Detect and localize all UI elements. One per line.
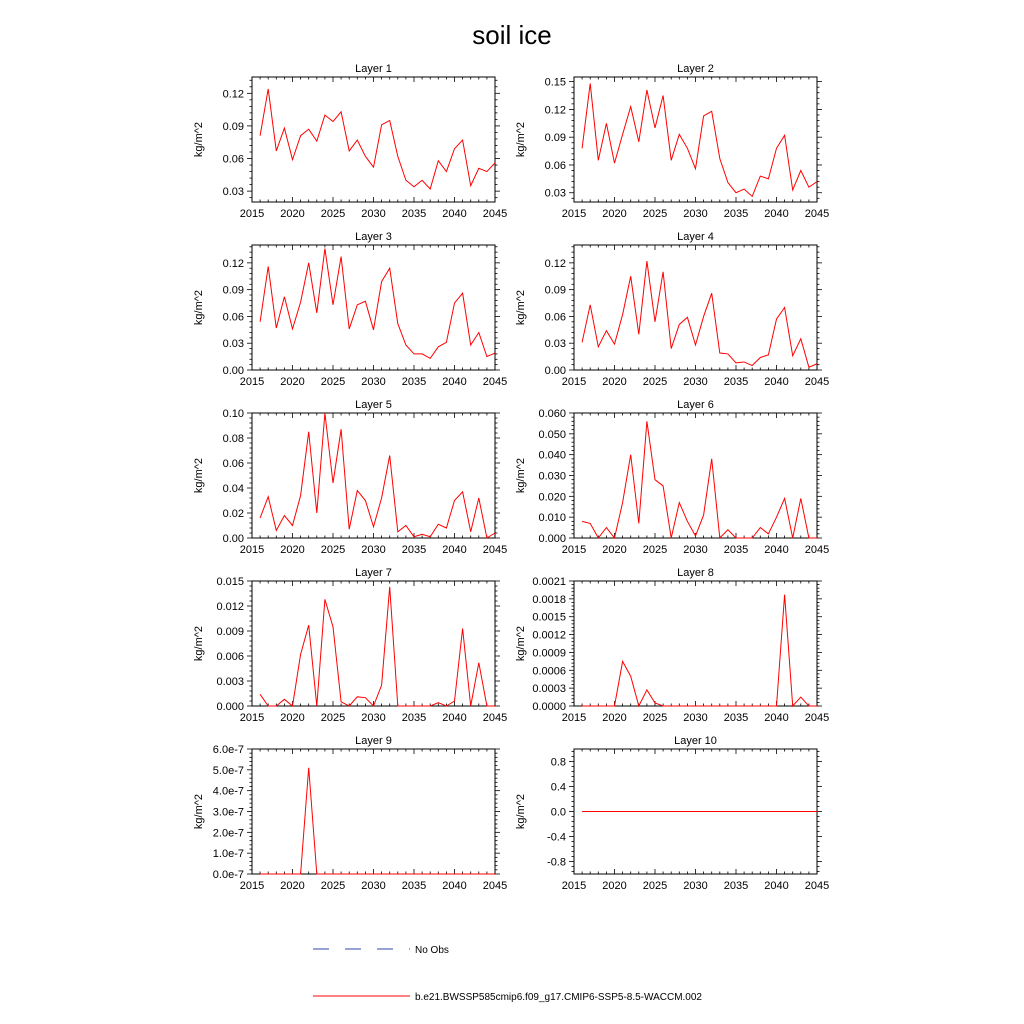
y-tick-label: 0.08 bbox=[222, 433, 244, 445]
x-tick-label: 2025 bbox=[642, 208, 668, 220]
x-tick-label: 2035 bbox=[401, 208, 427, 220]
x-tick-label: 2030 bbox=[361, 376, 386, 388]
y-tick-label: 0.012 bbox=[216, 601, 244, 613]
y-tick-label: 0.09 bbox=[544, 132, 566, 145]
x-tick-label: 2025 bbox=[320, 208, 346, 220]
y-axis-label: kg/m^2 bbox=[515, 457, 527, 494]
x-tick-label: 2020 bbox=[280, 544, 305, 556]
x-tick-label: 2035 bbox=[401, 712, 427, 724]
y-tick-label: -0.4 bbox=[547, 831, 566, 844]
y-tick-label: 0.15 bbox=[544, 76, 566, 89]
x-tick-label: 2040 bbox=[764, 376, 789, 388]
y-tick-label: 0.0012 bbox=[532, 629, 566, 642]
y-tick-label: 0.10 bbox=[222, 408, 244, 420]
x-tick-label: 2040 bbox=[442, 376, 467, 388]
y-tick-label: 0.06 bbox=[222, 153, 244, 166]
series-line bbox=[582, 261, 817, 367]
y-tick-label: 0.4 bbox=[550, 781, 566, 794]
y-tick-label: 0.0 bbox=[550, 806, 566, 819]
x-tick-label: 2040 bbox=[764, 544, 789, 556]
panel-2 bbox=[515, 63, 829, 220]
x-tick-label: 2015 bbox=[239, 712, 265, 724]
panel-title: Layer 5 bbox=[355, 399, 392, 411]
y-tick-label: 0.06 bbox=[222, 311, 244, 324]
y-tick-label: 0.0e-7 bbox=[212, 869, 244, 881]
y-tick-label: 0.0009 bbox=[532, 647, 566, 660]
x-tick-label: 2015 bbox=[239, 880, 265, 892]
x-tick-label: 2045 bbox=[482, 712, 508, 724]
y-tick-label: 0.000 bbox=[538, 533, 566, 545]
x-tick-label: 2045 bbox=[804, 712, 830, 724]
panel-3 bbox=[193, 231, 507, 388]
y-axis-label: kg/m^2 bbox=[193, 793, 205, 830]
y-tick-label: 0.12 bbox=[544, 104, 566, 117]
x-tick-label: 2020 bbox=[602, 208, 627, 220]
y-tick-label: 0.00 bbox=[544, 365, 566, 377]
x-tick-label: 2035 bbox=[401, 544, 427, 556]
x-tick-label: 2035 bbox=[401, 880, 427, 892]
plot-frame bbox=[252, 581, 495, 706]
x-tick-label: 2030 bbox=[683, 208, 708, 220]
y-tick-label: 0.09 bbox=[222, 120, 244, 133]
y-axis-label: kg/m^2 bbox=[193, 457, 205, 494]
series-line bbox=[260, 249, 495, 359]
x-tick-label: 2030 bbox=[683, 712, 708, 724]
y-tick-label: 0.0000 bbox=[532, 701, 566, 713]
x-tick-label: 2020 bbox=[280, 376, 305, 388]
panel-title: Layer 6 bbox=[677, 399, 714, 411]
x-tick-label: 2030 bbox=[683, 880, 708, 892]
panel-10 bbox=[515, 735, 829, 892]
y-tick-label: 1.0e-7 bbox=[212, 848, 244, 861]
panel-9 bbox=[193, 735, 507, 892]
y-tick-label: 0.03 bbox=[222, 186, 244, 199]
series-line bbox=[260, 768, 495, 874]
x-tick-label: 2015 bbox=[561, 376, 587, 388]
x-tick-label: 2035 bbox=[401, 376, 427, 388]
x-tick-label: 2040 bbox=[442, 544, 467, 556]
plot-frame bbox=[252, 245, 495, 370]
panel-title: Layer 1 bbox=[355, 63, 392, 75]
x-tick-label: 2020 bbox=[602, 880, 627, 892]
y-tick-label: 6.0e-7 bbox=[212, 744, 244, 756]
plot-frame bbox=[574, 413, 817, 538]
x-tick-label: 2045 bbox=[804, 376, 830, 388]
x-tick-label: 2030 bbox=[361, 880, 386, 892]
plot-frame bbox=[252, 413, 495, 538]
x-tick-label: 2020 bbox=[602, 712, 627, 724]
y-tick-label: 0.06 bbox=[544, 311, 566, 324]
x-tick-label: 2015 bbox=[561, 544, 587, 556]
x-tick-label: 2020 bbox=[602, 544, 627, 556]
y-axis-label: kg/m^2 bbox=[193, 121, 205, 158]
x-tick-label: 2020 bbox=[602, 376, 627, 388]
x-tick-label: 2045 bbox=[804, 880, 830, 892]
x-tick-label: 2040 bbox=[442, 712, 467, 724]
x-tick-label: 2015 bbox=[561, 208, 587, 220]
x-tick-label: 2030 bbox=[361, 544, 386, 556]
x-tick-label: 2035 bbox=[723, 544, 749, 556]
y-tick-label: 3.0e-7 bbox=[212, 806, 244, 819]
y-tick-label: 0.0006 bbox=[532, 665, 566, 678]
legend-model-label: b.e21.BWSSP585cmip6.f09_g17.CMIP6-SSP5-8.5-WACCM.002 bbox=[415, 992, 702, 1003]
legend-no-obs-label: No Obs bbox=[415, 945, 449, 956]
y-tick-label: 0.06 bbox=[544, 159, 566, 172]
y-tick-label: 0.040 bbox=[538, 449, 566, 462]
y-axis-label: kg/m^2 bbox=[515, 289, 527, 326]
y-tick-label: 0.010 bbox=[538, 512, 566, 525]
x-tick-label: 2045 bbox=[482, 376, 508, 388]
panel-title: Layer 3 bbox=[355, 231, 392, 243]
x-tick-label: 2020 bbox=[280, 712, 305, 724]
x-tick-label: 2035 bbox=[723, 376, 749, 388]
panel-title: Layer 4 bbox=[677, 231, 714, 243]
panel-title: Layer 7 bbox=[355, 567, 392, 579]
x-tick-label: 2020 bbox=[280, 880, 305, 892]
series-line bbox=[260, 413, 495, 538]
x-tick-label: 2030 bbox=[361, 712, 386, 724]
plot-frame bbox=[574, 245, 817, 370]
series-line bbox=[260, 89, 495, 189]
panels bbox=[193, 63, 829, 892]
x-tick-label: 2025 bbox=[642, 712, 668, 724]
panel-title: Layer 9 bbox=[355, 735, 392, 747]
panel-1 bbox=[193, 63, 507, 220]
y-tick-label: 0.02 bbox=[222, 508, 244, 520]
y-tick-label: 0.009 bbox=[216, 626, 244, 638]
y-axis-label: kg/m^2 bbox=[193, 625, 205, 662]
y-tick-label: 0.09 bbox=[222, 284, 244, 297]
y-tick-label: 0.0018 bbox=[532, 593, 566, 606]
series-line bbox=[582, 595, 817, 706]
y-tick-label: 0.00 bbox=[222, 533, 244, 545]
y-tick-label: 0.06 bbox=[222, 458, 244, 470]
x-tick-label: 2025 bbox=[320, 880, 346, 892]
y-axis-label: kg/m^2 bbox=[193, 289, 205, 326]
y-tick-label: 4.0e-7 bbox=[212, 785, 244, 798]
x-tick-label: 2015 bbox=[239, 376, 265, 388]
x-tick-label: 2025 bbox=[642, 544, 668, 556]
y-tick-label: 0.0003 bbox=[532, 683, 566, 696]
panel-4 bbox=[515, 231, 829, 388]
panel-6 bbox=[515, 399, 829, 556]
x-tick-label: 2025 bbox=[320, 544, 346, 556]
panel-title: Layer 2 bbox=[677, 63, 714, 75]
y-tick-label: 0.015 bbox=[216, 576, 244, 588]
y-tick-label: 0.030 bbox=[538, 470, 566, 483]
y-tick-label: -0.8 bbox=[547, 856, 566, 869]
y-axis-label: kg/m^2 bbox=[515, 793, 527, 830]
x-tick-label: 2045 bbox=[482, 880, 508, 892]
panel-8 bbox=[515, 567, 829, 724]
plot-frame bbox=[252, 749, 495, 874]
y-axis-label: kg/m^2 bbox=[515, 121, 527, 158]
y-tick-label: 0.12 bbox=[544, 257, 566, 270]
figure-title: soil ice bbox=[472, 20, 552, 50]
y-tick-label: 0.020 bbox=[538, 491, 566, 504]
y-tick-label: 0.12 bbox=[222, 88, 244, 101]
legend bbox=[313, 945, 702, 1003]
y-tick-label: 0.03 bbox=[544, 187, 566, 200]
x-tick-label: 2040 bbox=[764, 712, 789, 724]
panel-7 bbox=[193, 567, 507, 724]
plot-frame bbox=[574, 77, 817, 202]
x-tick-label: 2045 bbox=[482, 544, 508, 556]
series-line bbox=[260, 587, 495, 706]
x-tick-label: 2015 bbox=[561, 880, 587, 892]
panel-5 bbox=[193, 399, 507, 556]
y-tick-label: 0.0015 bbox=[532, 611, 566, 624]
y-tick-label: 0.000 bbox=[216, 701, 244, 713]
x-tick-label: 2040 bbox=[442, 880, 467, 892]
y-tick-label: 0.03 bbox=[222, 338, 244, 351]
y-tick-label: 0.0021 bbox=[532, 576, 566, 588]
panel-title: Layer 8 bbox=[677, 567, 714, 579]
y-tick-label: 0.8 bbox=[550, 756, 566, 769]
x-tick-label: 2045 bbox=[482, 208, 508, 220]
x-tick-label: 2040 bbox=[442, 208, 467, 220]
x-tick-label: 2035 bbox=[723, 208, 749, 220]
x-tick-label: 2030 bbox=[683, 544, 708, 556]
x-tick-label: 2035 bbox=[723, 712, 749, 724]
x-tick-label: 2015 bbox=[239, 544, 265, 556]
y-tick-label: 5.0e-7 bbox=[212, 764, 244, 777]
y-tick-label: 0.03 bbox=[544, 338, 566, 351]
y-tick-label: 0.04 bbox=[222, 483, 244, 495]
y-tick-label: 0.050 bbox=[538, 428, 566, 441]
y-tick-label: 0.09 bbox=[544, 284, 566, 297]
y-tick-label: 0.12 bbox=[222, 257, 244, 270]
x-tick-label: 2025 bbox=[642, 880, 668, 892]
series-line bbox=[582, 421, 817, 538]
series-line bbox=[582, 83, 817, 196]
x-tick-label: 2015 bbox=[561, 712, 587, 724]
x-tick-label: 2030 bbox=[683, 376, 708, 388]
y-tick-label: 2.0e-7 bbox=[212, 827, 244, 840]
x-tick-label: 2040 bbox=[764, 208, 789, 220]
x-tick-label: 2020 bbox=[280, 208, 305, 220]
x-tick-label: 2025 bbox=[320, 712, 346, 724]
y-tick-label: 0.060 bbox=[538, 408, 566, 420]
y-tick-label: 0.006 bbox=[216, 651, 244, 663]
x-tick-label: 2045 bbox=[804, 208, 830, 220]
y-axis-label: kg/m^2 bbox=[515, 625, 527, 662]
y-tick-label: 0.00 bbox=[222, 365, 244, 377]
panel-title: Layer 10 bbox=[674, 735, 717, 747]
x-tick-label: 2025 bbox=[320, 376, 346, 388]
x-tick-label: 2040 bbox=[764, 880, 789, 892]
x-tick-label: 2045 bbox=[804, 544, 830, 556]
plot-frame bbox=[252, 77, 495, 202]
x-tick-label: 2025 bbox=[642, 376, 668, 388]
x-tick-label: 2030 bbox=[361, 208, 386, 220]
x-tick-label: 2035 bbox=[723, 880, 749, 892]
y-tick-label: 0.003 bbox=[216, 676, 244, 688]
x-tick-label: 2015 bbox=[239, 208, 265, 220]
